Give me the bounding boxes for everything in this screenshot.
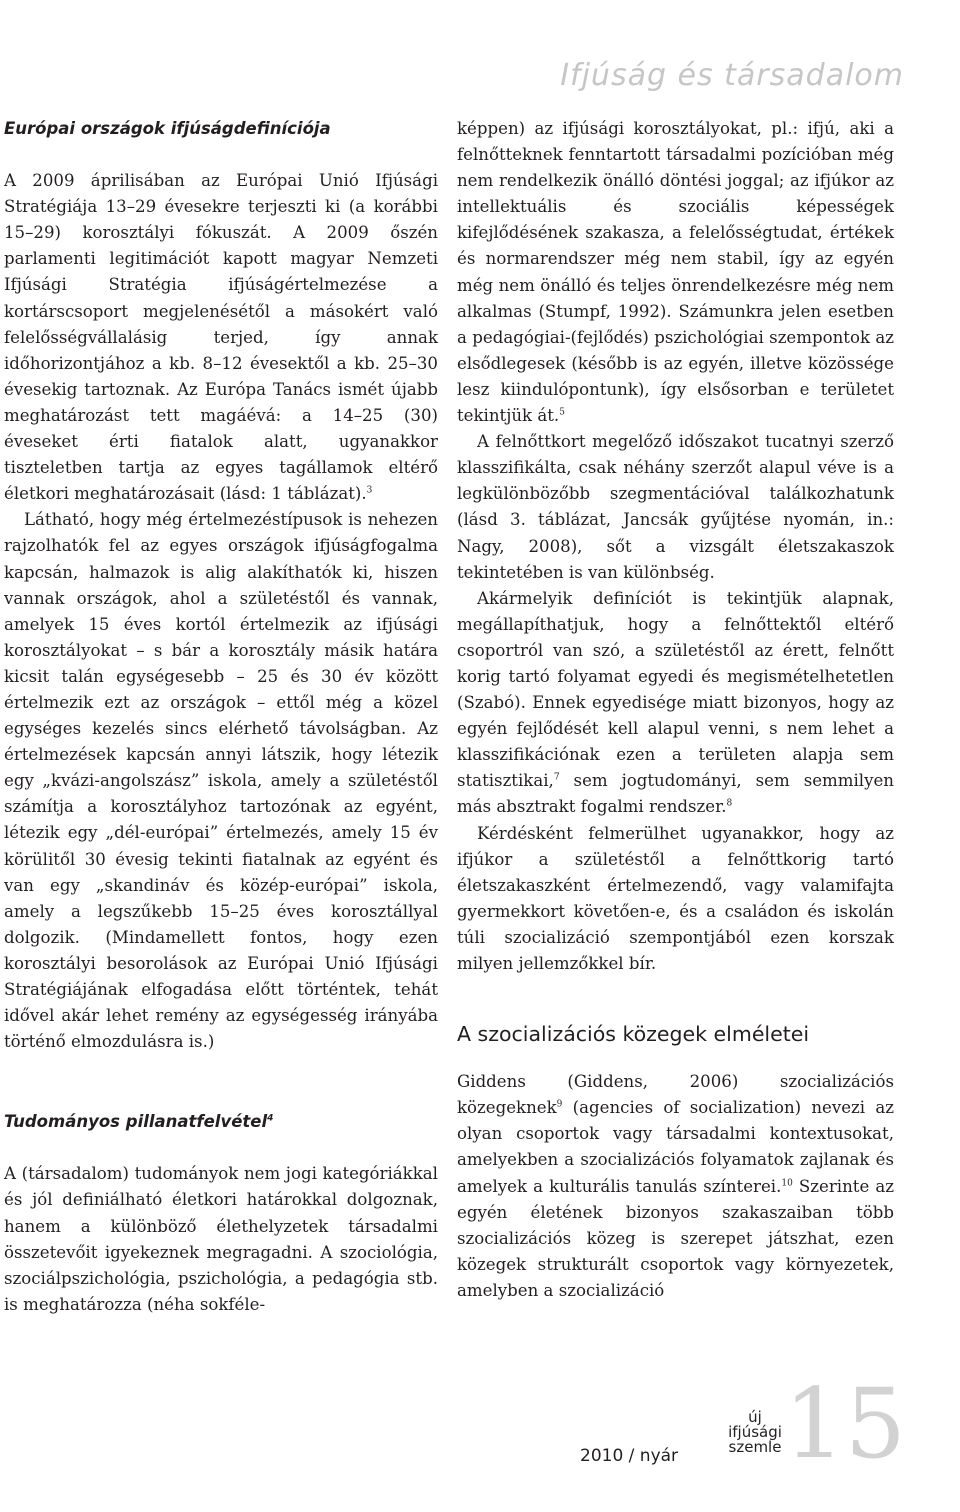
right-column	[457, 116, 894, 1304]
paragraph: képpen) az ifjúsági korosztályokat, pl.: ifjú, aki a felnőtteknek fenntartott társadalmi pozícióban még nem rendelkezik önálló döntési joggal; az ifjúkor az intellektuális és szociális képességek kifejlődésének szakasza, a felelősségtudat, értékek és normarendszer még nem stabil, így az egyén még nem önálló és teljes önrendelkezésre még nem alkalmas (Stumpf, 1992). Számunkra jelen esetben a pedagógiai-(fejlődés) pszichológiai szempontok az elsődlegesek (később is az egyén, illetve közössége lesz kiindulópontunk), így elsősorban e területet tekintjük át.$^5$	[457, 119, 894, 426]
journal-logo: új ifjúsági szemle	[728, 1408, 782, 1456]
paragraph: Akármelyik definíciót is tekintjük alapnak, megállapíthatjuk, hogy a felnőttektől eltérő csoportról van szó, a születéstől az érett, felnőtt korig tartó folyamat egyedi és megismételhetetlen (Szabó). Ennek egyedisége miatt bizonyos, hogy az egyén fejlődését kell alapul venni, s nem lehet a klasszifikációnak ezen a területen alapja sem statisztikai,$^7$ sem jogtudományi, sem semmilyen más absztrakt fogalmi rendszer.$^8$	[457, 588, 894, 817]
page-number: 15	[783, 1368, 906, 1480]
chapter-heading-socialization: A szocializációs közegek elméletei	[457, 1022, 810, 1047]
footnote-ref: 9	[556, 1099, 563, 1110]
footnote-ref: 7	[553, 772, 560, 783]
left-column	[0, 116, 438, 1318]
footnote-ref: 3	[366, 485, 373, 496]
paragraph: Kérdésként felmerülhet ugyanakkor, hogy az ifjúkor a születéstől a felnőttkorig tartó életszakaszként értelmezendő, vagy valamifajta gyermekkort követően-e, és a családon és iskolán túli szocializáció szempontjából ezen korszak milyen jellemzőkkel bír.	[457, 823, 894, 973]
footnote-ref: 4	[267, 1113, 274, 1124]
issue-label: 2010 / nyár	[580, 1446, 679, 1466]
running-header-title: Ifjúság és társadalom	[560, 58, 904, 93]
paragraph: Giddens (Giddens, 2006) szocializációs közegeknek$^9$ (agencies of socialization) nevezi az olyan csoportok vagy társadalmi kontextusokat, amelyekben a szocializációs folyamatok zajlanak és amelyek a kulturális tanulás színterei.$^{10}$ Szerinte az egyén életének bizonyos szakaszaiban több szocializációs közeg is szerepet játszhat, ezen közegek strukturált csoportok vagy környezetek, amelyben a szocializáció	[457, 1072, 894, 1300]
paragraph: A 2009 áprilisában az Európai Unió Ifjúsági Stratégiája 13–29 évesekre terjeszti ki (a korábbi 15–29) korosztályi fókuszát. A 2009 őszén parlamenti legitimációt kapott magyar Nemzeti Ifjúsági Stratégia ifjúságértelmezése a kortárscsoport megjelenésétől a másokért való felelősségvállalásig terjed, így annak időhorizontjához a kb. 8–12 évesektől a kb. 25–30 évesekig tartoznak. Az Európa Tanács ismét újabb meghatározást tett magáévá: a 14–25 (30) éveseket érti fiatalok alatt, ugyanakkor tiszteletben tartja az egyes tagállamok eltérő életkori meghatározásait (lásd: 1 táblázat).$^3$	[4, 171, 438, 504]
footnote-ref: 5	[559, 407, 565, 418]
section-heading-scientific-snapshot: Tudományos pillanatfelvétel$^4$	[4, 1112, 274, 1132]
footnote-ref: 8	[726, 798, 733, 809]
footnote-ref: 10	[781, 1178, 793, 1189]
paragraph: Látható, hogy még értelmezéstípusok is nehezen rajzolhatók fel az egyes országok ifjúságfogalma kapcsán, halmazok is alig alakíthatók ki, hiszen vannak országok, ahol a születéstől és vannak, amelyek 15 éves kortól értelmezik az ifjúsági korosztályokat – s bár a korosztály másik határa kicsit talán egységesebb – 25 és 30 év között értelmezik ezt az országok – ettől még a közel egységes kezelés sincs elérhető távolságban. Az értelmezések kapcsán annyi látszik, hogy létezik egy „kvázi-angolszász” iskola, amely a születéstől számítja a korosztályhoz tartozónak az egyént, létezik egy „dél-európai” értelmezés, amely 15 év körülitől 30 évesig tekinti fiatalnak az egyént és van egy „skandináv és közép-európai” iskola, amely a legszűkebb 15–25 éves korosztállyal dolgozik. (Mindamellett fontos, hogy ezen korosztályi besorolások az Európai Unió Ifjúsági Stratégiájának elfogadása előtt történtek, tehát idővel akár lehet remény az egységesség irányába történő elmozdulásra is.)	[4, 510, 438, 1052]
section-heading-youth-definitions: Európai országok ifjúságdefiníciója	[4, 119, 331, 138]
paragraph: A (társadalom) tudományok nem jogi kategóriákkal és jól definiálható életkori határokkal dolgoznak, hanem a különböző élethelyzetek társadalmi összetevőit igyekeznek megragadni. A szociológia, szociálpszichológia, pszichológia, a pedagógia stb. is meghatározza (néha sokféle-	[4, 1164, 438, 1314]
paragraph: A felnőttkort megelőző időszakot tucatnyi szerző klasszifikálta, csak néhány szerzőt alapul véve is a legkülönbözőbb szegmentációval találkozhatunk (lásd 3. táblázat, Jancsák gyűjtése nyomán, in.: Nagy, 2008), sőt a vizsgált életszakaszok tekintetében is van különbség.	[457, 432, 894, 582]
